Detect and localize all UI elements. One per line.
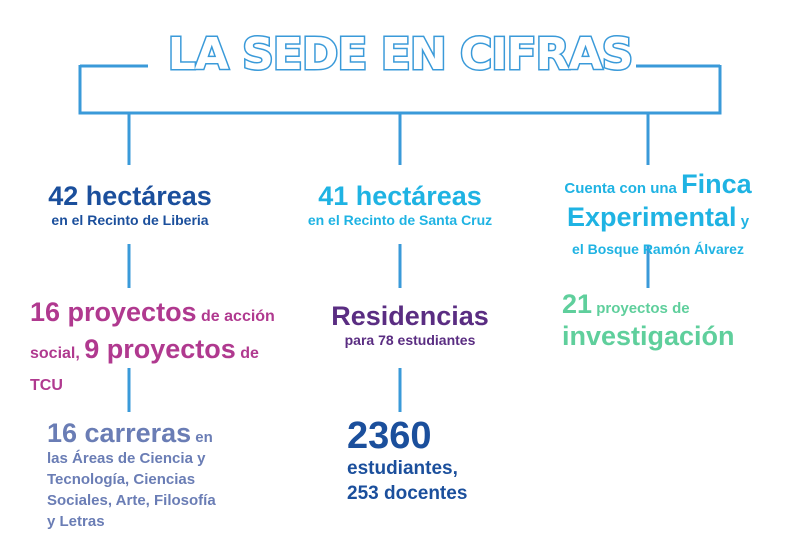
stat-value: 41 hectáreas	[318, 181, 482, 211]
stat-value: Finca	[681, 169, 752, 199]
stat-finca	[548, 170, 768, 264]
stat-research	[562, 288, 782, 352]
stat-value: investigación	[562, 321, 735, 351]
stat-caption: las Áreas de Ciencia y	[47, 450, 206, 467]
stat-value: 42 hectáreas	[48, 181, 212, 211]
stat-caption: y	[736, 213, 750, 230]
stat-caption: proyectos de	[592, 300, 690, 317]
stat-caption: y Letras	[47, 513, 105, 530]
stat-caption: de TCU	[30, 345, 259, 394]
stat-caption: Tecnología, Ciencias	[47, 471, 196, 488]
stat-value: Residencias	[331, 301, 489, 331]
stat-santacruz-hectares	[280, 180, 520, 228]
stat-value: 16 proyectos	[30, 297, 197, 327]
stat-value: 9 proyectos	[84, 334, 236, 364]
stat-caption: en el Recinto de Santa Cruz	[307, 212, 493, 228]
stat-caption: en	[191, 429, 213, 446]
stat-value: 16 carreras	[47, 418, 192, 448]
stat-caption: de acción	[196, 308, 275, 325]
stat-caption: Sociales, Arte, Filosofía	[47, 492, 216, 509]
stat-caption: social,	[30, 345, 85, 362]
stat-caption: estudiantes,	[347, 458, 458, 479]
stat-caption: Cuenta con una	[564, 180, 682, 197]
stat-caption: 253 docentes	[347, 483, 468, 504]
stat-caption: para 78 estudiantes	[344, 332, 476, 348]
stat-caption: el Bosque Ramón Álvarez	[572, 241, 744, 257]
page-title: LA SEDE EN CIFRAS	[167, 29, 633, 80]
stat-value: 2360	[347, 415, 432, 457]
stat-value: 21	[562, 289, 593, 319]
stat-projects	[30, 296, 290, 402]
stat-residences	[300, 300, 520, 348]
stat-careers	[47, 418, 287, 532]
stat-value: Experimental	[566, 202, 737, 232]
stat-caption: en el Recinto de Liberia	[51, 212, 209, 228]
stat-liberia-hectares	[30, 180, 230, 228]
stat-population	[347, 416, 547, 506]
